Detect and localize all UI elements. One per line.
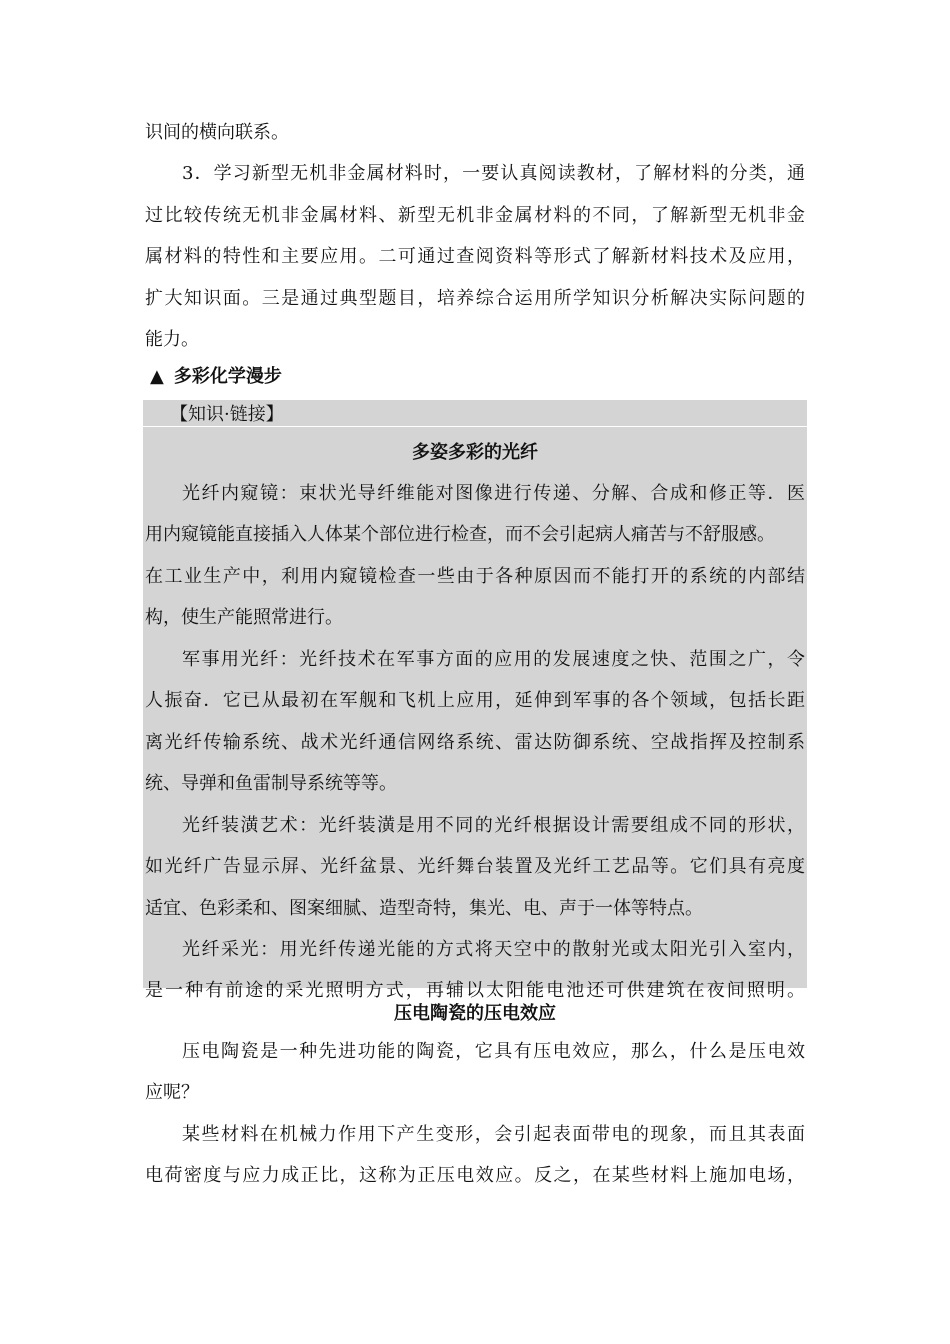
paragraph-line: 3．学习新型无机非金属材料时，一要认真阅读教材，了解材料的分类，通 <box>182 163 805 184</box>
paragraph-line: 能力。 <box>145 329 199 350</box>
box-paragraph-line: 构，使生产能照常进行。 <box>145 607 343 628</box>
section-heading <box>150 366 282 388</box>
box-paragraph-line: 如光纤广告显示屏、光纤盆景、光纤舞台装置及光纤工艺品等。它们具有亮度 <box>145 856 805 877</box>
intro-line: 识间的横向联系。 <box>145 122 289 143</box>
box-paragraph-line: 离光纤传输系统、战术光纤通信网络系统、雷达防御系统、空战指挥及控制系 <box>145 732 805 753</box>
box-paragraph-line: 光纤采光：用光纤传递光能的方式将天空中的散射光或太阳光引入室内， <box>182 939 805 960</box>
box-paragraph-line: 光纤装潢艺术：光纤装潢是用不同的光纤根据设计需要组成不同的形状， <box>182 815 805 836</box>
box-paragraph-line: 人振奋．它已从最初在军舰和飞机上应用，延伸到军事的各个领域，包括长距 <box>145 690 805 711</box>
paragraph-line: 压电陶瓷是一种先进功能的陶瓷，它具有压电效应，那么，什么是压电效 <box>182 1041 805 1062</box>
box-paragraph-line: 用内窥镜能直接插入人体某个部位进行检查，而不会引起病人痛苦与不舒服感。 <box>145 524 775 545</box>
paragraph-line: 应呢？ <box>145 1082 199 1103</box>
paragraph-line: 过比较传统无机非金属材料、新型无机非金属材料的不同，了解新型无机非金 <box>145 205 805 226</box>
section-title: 多彩化学漫步 <box>173 366 282 387</box>
box-tag: 【知识·链接】 <box>170 404 284 425</box>
box-paragraph-line: 军事用光纤：光纤技术在军事方面的应用的发展速度之快、范围之广，令 <box>182 649 805 670</box>
triangle-icon: ▲ <box>150 366 164 387</box>
piezo-title: 压电陶瓷的压电效应 <box>394 1003 556 1024</box>
paragraph-line: 属材料的特性和主要应用。二可通过查阅资料等形式了解新材料技术及应用， <box>145 246 805 267</box>
box-paragraph-line: 适宜、色彩柔和、图案细腻、造型奇特，集光、电、声于一体等特点。 <box>145 898 703 919</box>
paragraph-line: 某些材料在机械力作用下产生变形，会引起表面带电的现象，而且其表面 <box>182 1124 805 1145</box>
box-paragraph-line: 统、导弹和鱼雷制导系统等等。 <box>145 773 397 794</box>
box-paragraph-line: 是一种有前途的采光照明方式，再辅以太阳能电池还可供建筑在夜间照明。 <box>145 980 805 1001</box>
box-divider <box>143 426 807 427</box>
box-title: 多姿多彩的光纤 <box>412 442 538 463</box>
box-paragraph-line: 光纤内窥镜：束状光导纤维能对图像进行传递、分解、合成和修正等．医 <box>182 483 805 504</box>
paragraph-line: 扩大知识面。三是通过典型题目，培养综合运用所学知识分析解决实际问题的 <box>145 288 805 309</box>
paragraph-line: 电荷密度与应力成正比，这称为正压电效应。反之，在某些材料上施加电场， <box>145 1165 805 1186</box>
box-paragraph-line: 在工业生产中，利用内窥镜检查一些由于各种原因而不能打开的系统的内部结 <box>145 566 805 587</box>
